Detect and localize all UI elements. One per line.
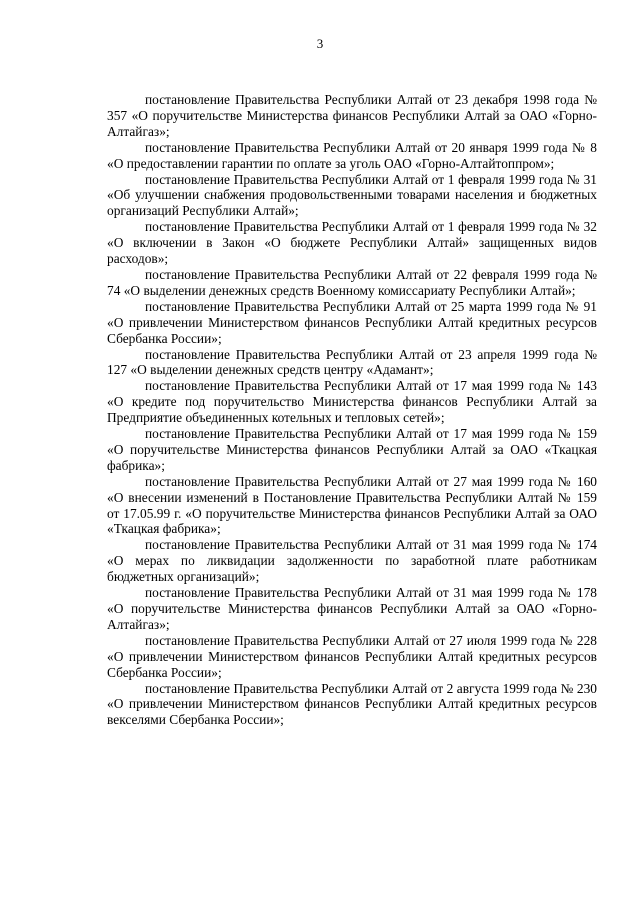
paragraph-resolution-8: постановление Правительства Республики Алтай от 20 января 1999 года № 8 «О предоставлении гарантии по оплате за уголь ОАО «Горно-Алтайтоппром»; (107, 139, 597, 171)
paragraph-resolution-31: постановление Правительства Республики Алтай от 1 февраля 1999 года № 31 «Об улучшении снабжения продовольственными товарами населения и бюджетных организаций Республики Алтай»; (107, 171, 597, 219)
paragraph-resolution-178: постановление Правительства Республики Алтай от 31 мая 1999 года № 178 «О поручительстве Министерства финансов Республики Алтай за ОАО «Горно-Алтайгаз»; (107, 585, 597, 632)
paragraph-resolution-159: постановление Правительства Республики Алтай от 17 мая 1999 года № 159 «О поручительстве Министерства финансов Республики Алтай за ОАО «Ткацкая фабрика»; (107, 426, 597, 473)
paragraph-resolution-174: постановление Правительства Республики Алтай от 31 мая 1999 года № 174 «О мерах по ликвидации задолженности по заработной плате работникам бюджетных организаций»; (107, 537, 597, 585)
paragraph-resolution-143: постановление Правительства Республики Алтай от 17 мая 1999 года № 143 «О кредите под поручительство Министерства финансов Республики Алтай за Предприятие объединенных котельных и тепловых сетей»; (107, 378, 597, 426)
page-number: 3 (316, 36, 324, 51)
resolutions-list (107, 92, 597, 728)
paragraph-resolution-160: постановление Правительства Республики Алтай от 27 мая 1999 года № 160 «О внесении изменений в Постановление Правительства Республики Алтай № 159 от 17.05.99 г. «О поручительстве Министерства финансов Республики Алтай за ОАО «Ткацкая фабрика»; (107, 473, 597, 537)
paragraph-resolution-91: постановление Правительства Республики Алтай от 25 марта 1999 года № 91 «О привлечении Министерством финансов Республики Алтай кредитных ресурсов Сбербанка России»; (107, 298, 597, 346)
paragraph-resolution-357: постановление Правительства Республики Алтай от 23 декабря 1998 года № 357 «О поручительстве Министерства финансов Республики Алтай за ОАО «Горно-Алтайгаз»; (107, 92, 597, 139)
paragraph-resolution-127: постановление Правительства Республики Алтай от 23 апреля 1999 года № 127 «О выделении денежных средств центру «Адамант»; (107, 346, 597, 378)
paragraph-resolution-228: постановление Правительства Республики Алтай от 27 июля 1999 года № 228 «О привлечении Министерством финансов Республики Алтай кредитных ресурсов Сбербанка России»; (107, 632, 597, 680)
paragraph-resolution-74: постановление Правительства Республики Алтай от 22 февраля 1999 года № 74 «О выделении денежных средств Военному комиссариату Республики Алтай»; (107, 266, 597, 298)
paragraph-resolution-230: постановление Правительства Республики Алтай от 2 августа 1999 года № 230 «О привлечении Министерством финансов Республики Алтай кредитных ресурсов векселями Сбербанка России»; (107, 680, 597, 728)
paragraph-resolution-32: постановление Правительства Республики Алтай от 1 февраля 1999 года № 32 «О включении в Закон «О бюджете Республики Алтай» защищенных видов расходов»; (107, 219, 597, 267)
